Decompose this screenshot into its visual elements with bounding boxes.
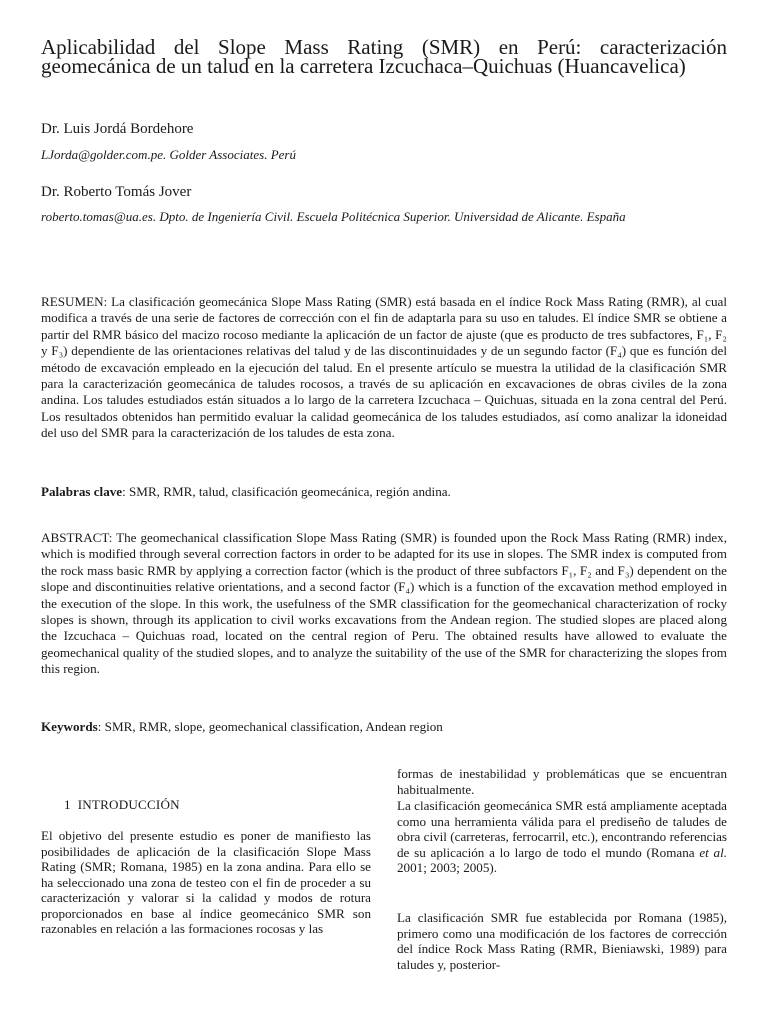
section-title: INTRODUCCIÓN: [77, 797, 180, 812]
palabras-clave-text: : SMR, RMR, talud, clasificación geomecánica, región andina.: [122, 484, 451, 499]
right-column-paragraph: La clasificación SMR fue establecida por Romana (1985), primero como una modificación de los factores de corrección del índice Rock Mass Rating (RMR, Bieniawski, 1989) para taludes y, posterior-: [397, 910, 727, 972]
citation-et-al: et al.: [699, 844, 727, 860]
keywords-label: Keywords: [41, 719, 98, 734]
author-affiliation: LJorda@golder.com.pe. Golder Associates. Perú: [41, 147, 296, 162]
right-column-paragraph: formas de inestabilidad y problemáticas que se encuentran habitualmente.: [397, 766, 727, 797]
resumen-paragraph: RESUMEN: La clasificación geomecánica Slope Mass Rating (SMR) está basada en el índice Rock Mass Rating (RMR), al cual modifica a través de una serie de factores de corrección con el fin de adaptarla para su uso en taludes. El índice SMR se obtiene a partir del RMR básico del macizo rocoso mediante la aplicación de un factor de ajuste (que es producto de tres subfactores, F₁, F₂ y F₃) dependiente de las orientaciones relativas del talud y de las discontinuidades y de un segundo factor (F₄) que es función del método de excavación empleado en la ejecución del talud. En el presente artículo se muestra la utilidad de la clasificación SMR para la caracterización geomecánica de taludes rocosos, a través de su aplicación en excavaciones de obras civiles de la zona andina. Los taludes estudiados están situados a lo largo de la carretera Izcuchaca – Quichuas, situada en la zona central del Perú. Los resultados obtenidos han permitido evaluar la calidad geomecánica de los taludes estudiados, así como analizar la idoneidad del uso del SMR para la caracterización de los taludes de esta zona.: [41, 294, 727, 441]
author-affiliation: roberto.tomas@ua.es. Dpto. de Ingeniería Civil. Escuela Politécnica Superior. Universidad de Alicante. España: [41, 209, 626, 224]
right-column-text: 2001; 2003; 2005).: [397, 860, 498, 875]
keywords: [41, 719, 727, 735]
right-column-paragraph: [397, 798, 727, 876]
section-heading: [64, 797, 180, 813]
right-column-text: La clasificación geomecánica SMR está ampliamente aceptada como una herramienta válida para el prediseño de taludes de obra civil (carreteras, ferrocarril, etc.), encontrando referencias de su aplicación a lo largo de todo el mundo (Romana: [397, 798, 727, 860]
keywords-text: : SMR, RMR, slope, geomechanical classification, Andean region: [97, 719, 443, 734]
paper-title: Aplicabilidad del Slope Mass Rating (SMR) en Perú: caracterización geomecánica de un talud en la carretera Izcuchaca–Quichuas (Huancavelica): [41, 35, 727, 78]
section-number: 1: [64, 797, 71, 812]
palabras-clave: [41, 484, 727, 500]
palabras-clave-label: Palabras clave: [41, 484, 123, 499]
left-column-paragraph: El objetivo del presente estudio es poner de manifiesto las posibilidades de aplicación de la clasificación Slope Mass Rating (SMR; Romana, 1985) en la zona andina. Para ello se ha seleccionado una zona de testeo con el fin de proceder a su caracterización y valorar si la calidad y modos de rotura proporcionados en base al índice geomecánico SMR son razonables en relación a las formaciones rocosas y las: [41, 828, 371, 936]
abstract-paragraph: ABSTRACT: The geomechanical classification Slope Mass Rating (SMR) is founded upon the Rock Mass Rating (RMR) index, which is modified through several correction factors in order to be adapted for its use in slopes. The SMR index is computed from the rock mass basic RMR by applying a correction factor (which is the product of three subfactors F₁, F₂ and F₃) dependent on the slope and discontinuities relative orientations, and a second factor (F₄) which is a function of the excavation method employed in the execution of the slope. In this work, the usefulness of the SMR classification for the geomechanical characterization of rocky slopes is shown, through its application to civil works excavations from the Andean region. The studied slopes are placed along the Izcuchaca – Quichuas road, located on the central region of Peru. The obtained results have allowed to evaluate the geomechanical quality of the studied slopes, and to analyze the suitability of the use of the SMR for characterizing the slopes from this region.: [41, 530, 727, 677]
author-name: Dr. Roberto Tomás Jover: [41, 184, 192, 200]
author-name: Dr. Luis Jordá Bordehore: [41, 121, 194, 137]
